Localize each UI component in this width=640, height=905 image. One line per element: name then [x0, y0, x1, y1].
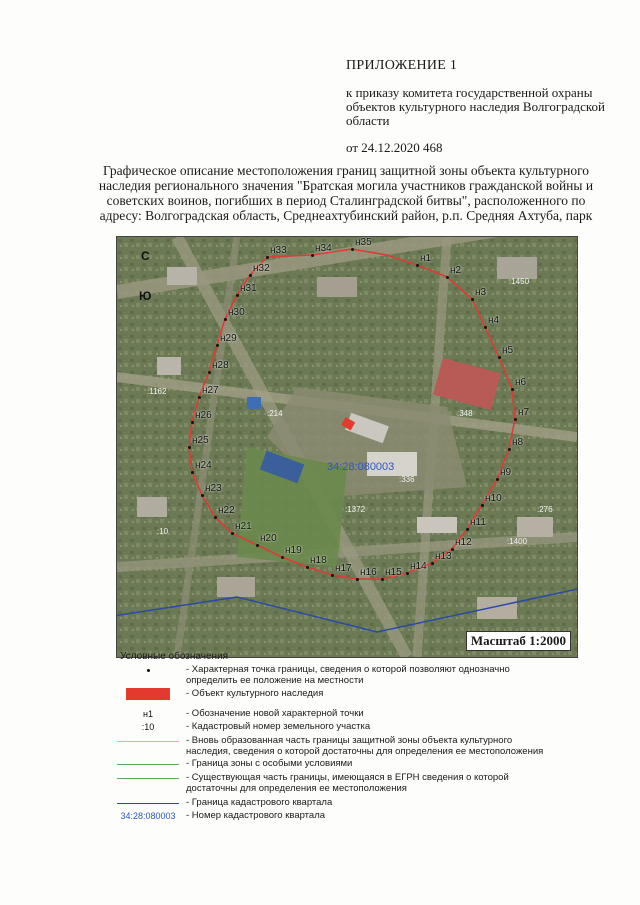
order-reference: к приказу комитета государственной охраны объектов культурного наследия Волгоградской области — [346, 85, 606, 128]
boundary-point — [224, 318, 227, 321]
boundary-point-label: н29 — [220, 333, 237, 344]
legend-symbol — [116, 810, 180, 822]
boundary-point-label: н23 — [205, 483, 222, 494]
boundary-point-label: н19 — [285, 545, 302, 556]
boundary-point — [351, 248, 354, 251]
boundary-point — [431, 562, 434, 565]
boundary-point — [198, 396, 201, 399]
boundary-point-label: н13 — [435, 551, 452, 562]
boundary-point — [201, 494, 204, 497]
boundary-point-label: н35 — [355, 237, 372, 248]
boundary-point — [471, 298, 474, 301]
boundary-point-label: н18 — [310, 555, 327, 566]
boundary-point — [514, 418, 517, 421]
boundary-point-label: н6 — [515, 377, 527, 388]
boundary-point-label: н25 — [192, 435, 209, 446]
boundary-point — [508, 448, 511, 451]
legend-row — [116, 708, 556, 721]
parcel-label: :1372 — [345, 505, 366, 514]
heritage-object-symbol — [126, 688, 170, 700]
legend-text: - Характерная точка границы, сведения о которой позволяют однозначно определить ее положение на местности — [186, 664, 510, 686]
legend-row — [116, 688, 556, 702]
legend-symbol — [116, 688, 180, 700]
boundary-point — [249, 274, 252, 277]
parcel-label: :336 — [399, 475, 415, 484]
boundary-point-label: н21 — [235, 521, 252, 532]
boundary-point-label: н16 — [360, 567, 377, 578]
legend-text: - Номер кадастрового квартала — [186, 810, 326, 821]
legend-symbol — [116, 708, 180, 720]
parcel-label: :1162 — [147, 387, 167, 396]
quarter-number-label: 34:28:080003 — [327, 461, 395, 473]
legend-symbol — [116, 664, 180, 676]
boundary-point-label: н34 — [315, 243, 332, 254]
point-symbol — [147, 669, 150, 672]
legend-text: - Граница зоны с особыми условиями — [186, 758, 353, 769]
legend-symbol-text: н1 — [143, 708, 153, 719]
boundary-point — [416, 264, 419, 267]
legend-symbol — [116, 735, 180, 747]
line-symbol — [117, 778, 179, 779]
legend-heading: Условные обозначения — [120, 651, 229, 662]
parcel-label: :1450 — [509, 277, 530, 286]
legend-text: - Объект культурного наследия — [186, 688, 324, 699]
map-scale: Масштаб 1:2000 — [466, 631, 571, 651]
boundary-point — [406, 572, 409, 575]
boundary-point-label: н32 — [253, 263, 270, 274]
line-symbol — [117, 803, 179, 804]
order-date: от 24.12.2020 468 — [346, 140, 443, 155]
boundary-point-label: н33 — [270, 245, 287, 256]
line-symbol — [117, 741, 179, 742]
boundary-point-label: н24 — [195, 460, 212, 471]
legend-symbol-text: :10 — [141, 721, 155, 732]
boundary-point — [311, 254, 314, 257]
line-symbol — [117, 764, 179, 765]
boundary-point-label: н11 — [470, 517, 486, 528]
legend-row — [116, 721, 556, 734]
boundary-point-label: н22 — [218, 505, 235, 516]
boundary-point — [381, 578, 384, 581]
legend-text: - Кадастровый номер земельного участка — [186, 721, 371, 732]
boundary-point-label: н10 — [485, 493, 502, 504]
legend-symbol — [116, 797, 180, 809]
legend-row — [116, 797, 556, 810]
legend-symbol — [116, 721, 180, 733]
boundary-point — [306, 566, 309, 569]
boundary-point — [191, 421, 194, 424]
boundary-point — [466, 528, 469, 531]
legend-row — [116, 735, 556, 759]
legend-text: - Вновь образованная часть границы защитной зоны объекта культурного наследия, сведения о которой достаточны для определения ее местоположения — [186, 735, 544, 757]
boundary-point-label: н26 — [195, 410, 212, 421]
legend-text: - Граница кадастрового квартала — [186, 797, 333, 808]
boundary-point-label: н28 — [212, 360, 229, 371]
document-title: Графическое описание местоположения границ защитной зоны объекта культурного наследия регионального значения "Братская могила участников гражданской войны и советских воинов, погибших в период Сталинградской битвы", расположенного по адресу: Волгоградская область, Среднеахтубинский район, р.п. Средняя Ахтуба, парк — [98, 163, 594, 223]
boundary-point — [188, 446, 191, 449]
boundary-point-label: н17 — [335, 563, 352, 574]
boundary-point — [208, 371, 211, 374]
boundary-point-label: н27 — [202, 385, 219, 396]
parcel-label: :214 — [267, 409, 283, 418]
legend-row — [116, 664, 556, 688]
legend-text: - Обозначение новой характерной точки — [186, 708, 364, 719]
boundary-point-label: н30 — [228, 307, 245, 318]
boundary-point — [481, 504, 484, 507]
boundary-point-label: н2 — [450, 265, 462, 276]
south-label: Ю — [139, 289, 152, 303]
boundary-point-label: н7 — [518, 407, 530, 418]
boundary-point — [356, 578, 359, 581]
boundary-point — [496, 478, 499, 481]
legend-row — [116, 810, 556, 823]
boundary-point — [498, 356, 501, 359]
parcel-label: :10 — [157, 527, 169, 536]
boundary-point-label: н20 — [260, 533, 277, 544]
boundary-point — [256, 544, 259, 547]
boundary-point — [266, 256, 269, 259]
parcel-label: :1400 — [507, 537, 528, 546]
boundary-point — [214, 516, 217, 519]
boundary-point-label: н15 — [385, 567, 402, 578]
boundary-point-label: н8 — [512, 437, 524, 448]
map-graphics — [117, 237, 577, 657]
boundary-point-label: н14 — [410, 561, 427, 572]
boundary-point-label: н4 — [488, 315, 500, 326]
boundary-point — [511, 388, 514, 391]
appendix-title: ПРИЛОЖЕНИЕ 1 — [346, 58, 458, 73]
boundary-point-label: н9 — [500, 467, 512, 478]
boundary-point — [281, 556, 284, 559]
boundary-point-label: н12 — [455, 537, 472, 548]
boundary-point — [216, 344, 219, 347]
boundary-point — [236, 294, 239, 297]
legend-symbol — [116, 772, 180, 784]
parcel-label: :276 — [537, 505, 553, 514]
boundary-point — [484, 326, 487, 329]
boundary-point-label: н31 — [240, 283, 257, 294]
north-label: С — [141, 249, 150, 263]
legend-row — [116, 758, 556, 771]
boundary-point-label: н5 — [502, 345, 514, 356]
boundary-point — [446, 276, 449, 279]
boundary-point-label: н3 — [475, 287, 487, 298]
legend-symbol — [116, 758, 180, 770]
legend-symbol-text: 34:28:080003 — [120, 810, 176, 821]
satellite-map — [116, 236, 578, 658]
parcel-label: :348 — [457, 409, 473, 418]
legend-row — [116, 772, 556, 796]
legend-text: - Существующая часть границы, имеющаяся в ЕГРН сведения о которой достаточны для определения ее местоположения — [186, 772, 509, 794]
boundary-point — [191, 471, 194, 474]
boundary-point — [231, 532, 234, 535]
boundary-point — [331, 574, 334, 577]
boundary-point-label: н1 — [420, 253, 432, 264]
